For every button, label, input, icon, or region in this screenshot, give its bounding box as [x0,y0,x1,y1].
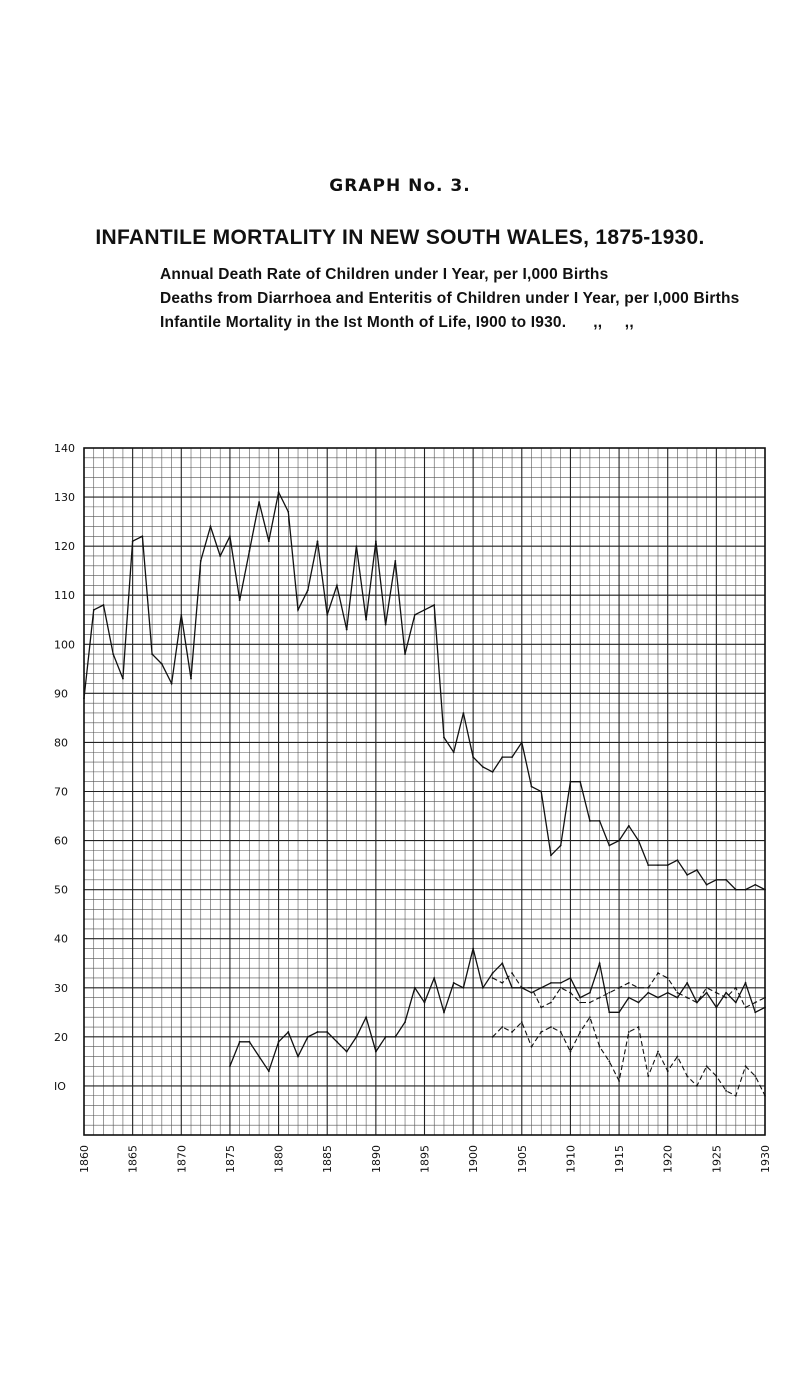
data-point [628,997,630,999]
data-point [365,619,367,621]
data-point [268,1070,270,1072]
data-point [365,1016,367,1018]
data-point [599,1046,601,1048]
data-point [268,540,270,542]
data-point [745,982,747,984]
data-point [725,879,727,881]
data-point [608,1011,610,1013]
data-point [93,609,95,611]
data-point [647,864,649,866]
data-point [677,1056,679,1058]
data-point [424,609,426,611]
data-point [754,1011,756,1013]
data-point [521,1021,523,1023]
data-point [482,766,484,768]
data-point [550,854,552,856]
data-point [307,1036,309,1038]
data-point [394,1036,396,1038]
main-title: INFANTILE MORTALITY IN NEW SOUTH WALES, 1875-1930. [95,226,705,249]
y-tick-label: 90 [54,687,68,701]
data-point [239,1041,241,1043]
y-tick-label: 70 [54,785,68,799]
data-point [706,987,708,989]
data-point [297,609,299,611]
subtitle-diarrhoea-enteritis: Deaths from Diarrhoea and Enteritis of Children under I Year, per I,000 Births [160,290,740,307]
data-point [706,1065,708,1067]
data-point [492,977,494,979]
data-point [453,982,455,984]
x-tick-label: 1870 [175,1145,189,1173]
data-point [424,1002,426,1004]
data-point [540,987,542,989]
data-point [647,992,649,994]
y-tick-label: 110 [54,589,75,603]
data-point [287,511,289,513]
data-point [356,1036,358,1038]
x-tick-label: 1910 [564,1145,578,1173]
data-point [501,962,503,964]
data-point [443,737,445,739]
data-point [618,1080,620,1082]
data-point [463,712,465,714]
data-point [686,982,688,984]
data-point [608,992,610,994]
data-point [501,1026,503,1028]
data-point [735,889,737,891]
data-point [521,987,523,989]
data-point [394,560,396,562]
data-point [317,540,319,542]
data-point [287,1031,289,1033]
y-tick-label: 40 [54,932,68,946]
y-tick-label: 30 [54,981,68,995]
data-point [375,540,377,542]
data-point [229,1065,231,1067]
data-point [686,1075,688,1077]
x-tick-label: 1860 [78,1145,91,1173]
x-tick-label: 1885 [321,1145,335,1173]
data-point [219,555,221,557]
data-point [764,889,766,891]
data-point [686,997,688,999]
y-tick-label: IO [54,1079,66,1093]
data-point [521,742,523,744]
data-point [248,1041,250,1043]
subtitle-first-month: Infantile Mortality in the Ist Month of Life, I900 to I930. ,, ,, [160,314,634,331]
data-point [501,982,503,984]
y-tick-label: 50 [54,883,68,897]
data-point [696,1085,698,1087]
data-point [550,982,552,984]
data-point [696,869,698,871]
data-point [764,997,766,999]
data-point [540,791,542,793]
data-point [589,992,591,994]
data-point [511,987,513,989]
data-point [754,1075,756,1077]
data-point [570,992,572,994]
data-point [492,771,494,773]
data-point [404,1021,406,1023]
data-point [248,550,250,552]
data-point [628,982,630,984]
data-point [560,1031,562,1033]
x-tick-label: 1875 [223,1145,237,1173]
y-tick-label: 80 [54,736,68,750]
data-point [229,535,231,537]
data-point [346,1051,348,1053]
y-tick-label: 120 [54,540,75,554]
data-point [531,992,533,994]
data-point [122,678,124,680]
data-point [599,962,601,964]
data-point [326,614,328,616]
data-point [618,840,620,842]
data-point [171,683,173,685]
data-point [472,756,474,758]
data-point [618,1011,620,1013]
data-point [589,1002,591,1004]
data-point [492,972,494,974]
y-tick-label: 130 [54,491,75,505]
data-point [589,820,591,822]
data-point [628,1031,630,1033]
data-point [560,982,562,984]
data-point [511,1031,513,1033]
data-point [754,884,756,886]
data-point [414,987,416,989]
data-point [472,948,474,950]
x-tick-label: 1880 [272,1145,286,1173]
data-point [190,678,192,680]
data-point [278,1041,280,1043]
data-point [336,585,338,587]
data-point [745,1065,747,1067]
x-tick-label: 1890 [369,1145,383,1173]
data-point [414,614,416,616]
data-point [239,599,241,601]
data-point [200,560,202,562]
data-point [657,864,659,866]
data-point [132,540,134,542]
x-tick-label: 1895 [418,1145,432,1173]
data-point [83,697,85,699]
data-point [258,501,260,503]
data-point [647,1075,649,1077]
data-point [647,987,649,989]
data-point [735,1095,737,1097]
data-point [531,987,533,989]
data-point [764,1095,766,1097]
y-axis-ticks [54,442,75,1093]
data-point [608,1060,610,1062]
data-point [618,987,620,989]
data-point [258,1056,260,1058]
data-point [725,997,727,999]
data-point [180,614,182,616]
data-point [570,781,572,783]
data-point [667,864,669,866]
subtitle-annual-death-rate: Annual Death Rate of Children under I Year, per I,000 Births [160,266,609,283]
data-point [453,751,455,753]
data-point [657,972,659,974]
y-tick-label: 60 [54,834,68,848]
data-point [657,1051,659,1053]
data-point [560,845,562,847]
data-point [599,997,601,999]
data-point [715,879,717,881]
data-point [570,1051,572,1053]
data-point [307,589,309,591]
data-point [540,1031,542,1033]
data-point [745,1007,747,1009]
data-point [570,977,572,979]
data-point [638,987,640,989]
data-point [531,1046,533,1048]
data-point [511,756,513,758]
data-point [638,840,640,842]
data-point [677,859,679,861]
data-point [745,889,747,891]
data-point [754,1002,756,1004]
data-point [667,992,669,994]
x-tick-label: 1920 [661,1145,675,1173]
x-tick-label: 1900 [467,1145,481,1173]
data-point [638,1002,640,1004]
data-point [715,1075,717,1077]
data-point [482,987,484,989]
data-point [356,545,358,547]
data-point [560,987,562,989]
data-point [112,653,114,655]
data-point [677,992,679,994]
data-point [297,1056,299,1058]
data-point [764,1007,766,1009]
data-point [715,1007,717,1009]
data-point [579,781,581,783]
data-point [317,1031,319,1033]
data-point [725,1090,727,1092]
data-point [492,1036,494,1038]
data-point [667,1070,669,1072]
x-tick-label: 1915 [613,1145,627,1173]
data-point [735,987,737,989]
data-point [210,526,212,528]
data-point [667,977,669,979]
data-point [463,987,465,989]
data-point [161,663,163,665]
data-point [433,977,435,979]
data-point [579,1002,581,1004]
data-point [706,884,708,886]
data-point [715,992,717,994]
data-point [336,1041,338,1043]
y-tick-label: 20 [54,1030,68,1044]
data-point [141,535,143,537]
data-point [579,1031,581,1033]
data-point [385,624,387,626]
data-point [278,491,280,493]
data-point [735,1002,737,1004]
graph-number: GRAPH No. 3. [329,176,471,196]
data-point [375,1051,377,1053]
x-tick-label: 1930 [759,1145,772,1173]
series-diarrhoea-enteritis [229,948,766,1072]
y-tick-label: 100 [54,638,75,652]
data-point [511,972,513,974]
data-point [326,1031,328,1033]
data-point [599,820,601,822]
data-point [677,997,679,999]
data-point [151,653,153,655]
data-point [579,997,581,999]
data-point [608,845,610,847]
data-point [346,629,348,631]
x-tick-label: 1905 [515,1145,529,1173]
major-grid [84,448,765,1135]
data-point [501,756,503,758]
data-point [103,604,105,606]
data-point [404,653,406,655]
data-point [433,604,435,606]
data-point [550,1002,552,1004]
data-point [589,1016,591,1018]
data-point [443,1011,445,1013]
data-point [706,992,708,994]
data-point [531,786,533,788]
x-tick-label: 1925 [710,1145,724,1173]
x-axis-ticks [78,1145,772,1173]
y-tick-label: 140 [54,442,75,455]
data-point [638,1026,640,1028]
data-point [385,1036,387,1038]
data-point [686,874,688,876]
data-point [628,825,630,827]
data-point [696,1002,698,1004]
series-line [230,949,765,1072]
data-point [540,1007,542,1009]
data-point [657,997,659,999]
data-point [725,992,727,994]
x-tick-label: 1865 [126,1145,140,1173]
data-point [550,1026,552,1028]
